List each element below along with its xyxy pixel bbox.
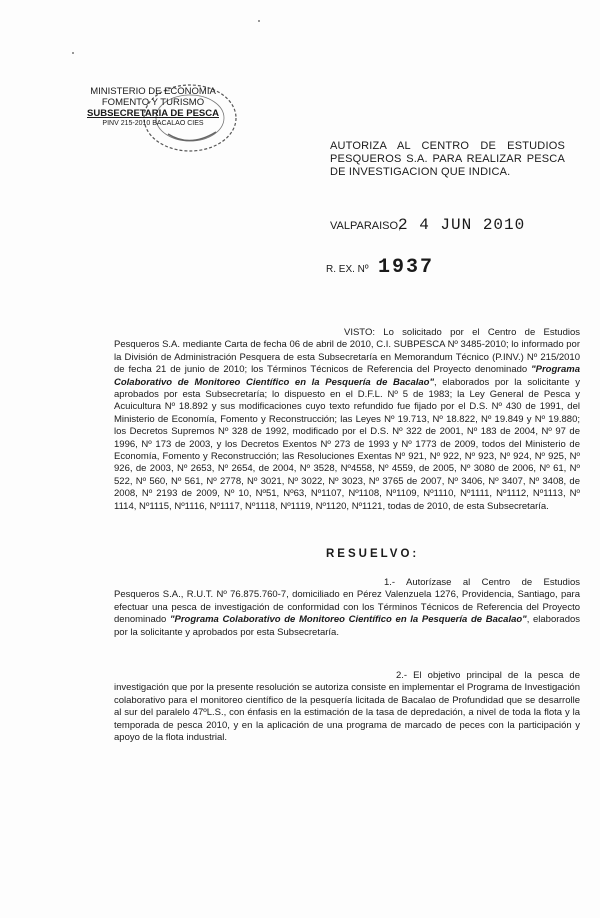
header-portfolio: FOMENTO Y TURISMO [101, 97, 205, 108]
item-1-project-name: "Programa Colaborativo de Monitoreo Científico en la Pesquería de Bacalao" [169, 614, 527, 626]
header-undersecretary: SUBSECRETARIA DE PESCA [87, 108, 219, 119]
ministry-header [58, 86, 248, 128]
visto-paragraph [114, 327, 580, 513]
resolution-subject: AUTORIZA AL CENTRO DE ESTUDIOS PESQUEROS S.A. PARA REALIZAR PESCA DE INVESTIGACION QUE INDICA. [330, 140, 565, 178]
item-2-paragraph: 2.- El objetivo principal de la pesca de investigación que por la presente resolución se autoriza consiste en implementar el Programa de Investigación colaborativo para el monitoreo científico de la pesquería licitada de Bacalao de Profundidad que se desarrolle al sur del paralelo 47ºL.S., con énfasis en la estimación de la tasa de depredación, a nivel de toda la flota y la temporada de pesca 2010, y en la aplicación de una programa de marcado de peces con la participación y apoyo de la flota industrial. [114, 670, 580, 744]
item-1-intro: 1.- Autorízase al Centro de Estudios Pesqueros S.A., R.U.T. Nº 76.875.760-7, domiciliado en Pérez Valenzuela 1276, Providencia, Santiago, para efectuar una pesca de investigación de conformidad con los Términos Técnicos de Referencia del Proyecto denominado [114, 577, 580, 626]
visto-rest: , elaborados por la solicitante y aprobados por esta Subsecretaría; lo dispuesto en el D.F.L. Nº 5 de 1983; la Ley General de Pesca y Acuicultura Nº 18.892 y sus modificaciones cuyo texto refundido fue fijado por el D.S. Nº 430 de 1991, del Ministerio de Economía, Fomento y Reconstrucción; las Leyes Nº 19.713, Nº 18.822, Nº 19.849 y Nº 19.880; los Decretos Supremos Nº 328 de 1992, modificado por el D.S. Nº 322 de 2001, Nº 183 de 2004, Nº 97 de 1996, Nº 173 de 2003, y los Decretos Exentos Nº 273 de 1993 y Nº 1773 de 2009, todos del Ministerio de Economía, Fomento y Reconstrucción; las Resoluciones Exentas Nº 921, Nº 922, Nº 923, Nº 924, Nº 925, Nº 926, de 2003, Nº 2653, Nº 2654, de 2004, Nº 3528, Nº4558, Nº 4559, de 2005, Nº 3080 de 2006, Nº 61, Nº 522, Nº 560, Nº 561, Nº 2778, Nº 3021, Nº 3022, Nº 3023, Nº 3765 de 2007, Nº 3406, Nº 3407, Nº 3408, de 2008, Nº 2193 de 2009, Nº 10, Nº51, Nº63, Nº1107, Nº1108, Nº1109, Nº1110, Nº1111, Nº1112, Nº1113, Nº 1114, Nº1115, Nº1116, Nº1117, Nº1118, Nº1119, Nº1120, Nº1121, todas de 2010, de esta Subsecretaría. [114, 376, 580, 512]
item-1-rest: , elaborados por la solicitante y aprobados por esta Subsecretaría. [114, 614, 581, 638]
header-reference: PINV 215-2010 BACALAO CIES [102, 120, 204, 127]
resuelvo-heading: RESUELVO: [326, 548, 420, 560]
header-ministry: MINISTERIO DE ECONOMIA [90, 86, 216, 97]
resolution-number: 1937 [378, 256, 435, 279]
scan-speck [258, 20, 260, 22]
visto-project-name: "Programa Colaborativo de Monitoreo Científico en la Pesquería de Bacalao" [114, 364, 580, 388]
place: VALPARAISO, [330, 220, 402, 232]
date-stamp: 2 4 JUN 2010 [398, 216, 526, 234]
scan-speck [72, 52, 74, 54]
resolution-label: R. EX. Nº [326, 264, 369, 275]
item-1-paragraph [114, 577, 580, 639]
visto-intro: VISTO: Lo solicitado por el Centro de Estudios Pesqueros S.A. mediante Carta de fecha 06 de abril de 2010, C.I. SUBPESCA Nº 3485-2010; lo informado por la División de Administración Pesquera de esta Subsecretaría en Memorandum Técnico (P.INV.) Nº 215/2010 de fecha 21 de junio de 2010; los Términos Técnicos de Referencia del Proyecto denominado [114, 327, 580, 376]
